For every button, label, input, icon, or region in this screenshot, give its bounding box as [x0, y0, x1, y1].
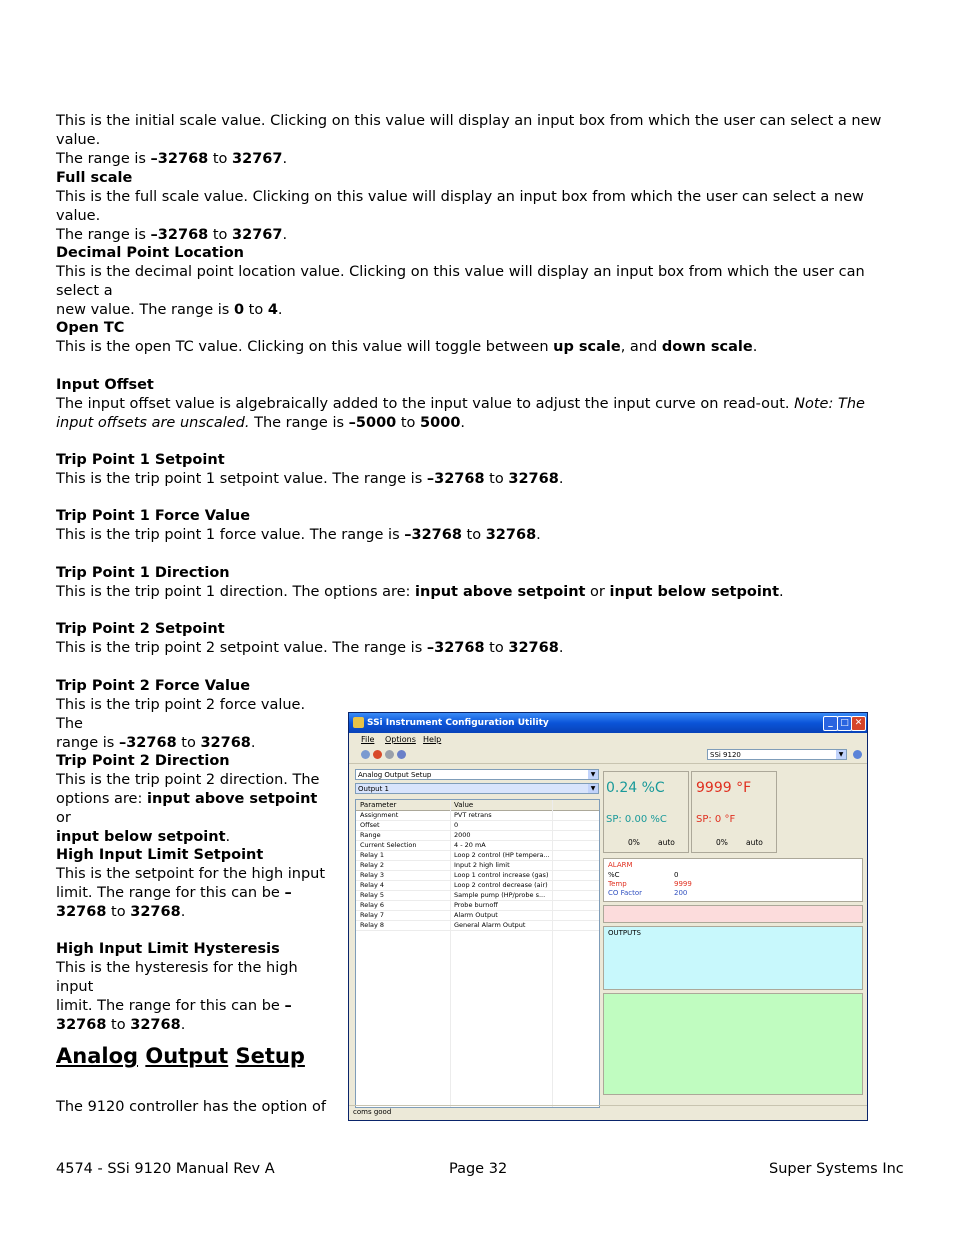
- text: This is the trip point 1 setpoint value. The range is: [56, 471, 427, 487]
- parameter-grid: [355, 799, 600, 1108]
- heading-word: Setup: [235, 1044, 305, 1068]
- range-max: 32767: [232, 227, 283, 243]
- option: down scale: [661, 339, 753, 355]
- text: limit. The range for this can be: [56, 885, 285, 901]
- info-value: 200: [674, 889, 688, 897]
- text: .: [779, 584, 784, 600]
- option: input below setpoint: [56, 829, 226, 845]
- status-text: coms good: [353, 1108, 392, 1116]
- section-heading: Trip Point 1 Setpoint: [56, 452, 225, 468]
- section-heading: Input Offset: [56, 377, 154, 393]
- decimal-point-section: [56, 244, 896, 320]
- menu-help[interactable]: Help: [423, 735, 442, 744]
- text: .: [460, 415, 466, 431]
- text: range is: [56, 735, 119, 751]
- text: , and: [620, 339, 662, 355]
- info-panel: [603, 858, 863, 902]
- range-min: –32768: [426, 640, 485, 656]
- info-label: Temp: [608, 880, 627, 888]
- range-max: 32768: [130, 1017, 181, 1033]
- status-display-panel: [603, 993, 863, 1095]
- text: to: [106, 904, 131, 920]
- outputs-panel: [603, 926, 863, 990]
- connect-icon[interactable]: [361, 750, 370, 759]
- footer-company: Super Systems Inc: [769, 1161, 904, 1177]
- gear-icon[interactable]: [397, 750, 406, 759]
- loop2-panel: [691, 771, 777, 853]
- text: or: [585, 584, 610, 600]
- table-row[interactable]: [356, 920, 599, 931]
- text: .: [536, 527, 541, 543]
- footer-page-number: Page 32: [449, 1161, 508, 1177]
- text: to: [484, 471, 509, 487]
- text: This is the trip point 1 force value. The range is: [56, 527, 405, 543]
- section-heading: High Input Limit Hysteresis: [56, 941, 280, 957]
- loop1-setpoint[interactable]: SP: 0.00 %C: [606, 814, 667, 825]
- close-icon[interactable]: ✕: [851, 716, 866, 731]
- text: .: [250, 735, 256, 751]
- range-min: –5000: [348, 415, 397, 431]
- text-line: This is the setpoint for the high input: [56, 866, 326, 882]
- option: up scale: [553, 339, 621, 355]
- tp2-force-section: [56, 677, 336, 753]
- range-min-sign: –: [284, 998, 292, 1014]
- text: .: [558, 471, 564, 487]
- menu-options[interactable]: Options: [385, 735, 416, 744]
- parameter-value[interactable]: 2000: [454, 831, 471, 839]
- tp2-direction-section: [56, 752, 336, 847]
- range-max: 32768: [130, 904, 181, 920]
- range-min: 32768: [56, 904, 107, 920]
- section-heading: Trip Point 1 Direction: [56, 565, 230, 581]
- parameter-name: Current Selection: [360, 841, 417, 849]
- screen-select[interactable]: [355, 769, 599, 780]
- section-heading: Trip Point 2 Setpoint: [56, 621, 225, 637]
- section-heading: Trip Point 2 Force Value: [56, 678, 251, 694]
- text: .: [225, 829, 231, 845]
- full-scale-section: [56, 169, 896, 245]
- instrument-select[interactable]: [707, 749, 847, 760]
- range-min: –32768: [426, 471, 485, 487]
- loop2-setpoint[interactable]: SP: 0 °F: [696, 814, 736, 825]
- alarm-label: ALARM: [608, 861, 633, 869]
- parameter-name: Relay 7: [360, 911, 385, 919]
- parameter-name: Relay 8: [360, 921, 385, 929]
- footer-doc-id: 4574 - SSi 9120 Manual Rev A: [56, 1161, 275, 1177]
- chevron-down-icon: ▼: [588, 784, 598, 793]
- open-tc-section: [56, 319, 896, 357]
- range-max: 32768: [485, 527, 537, 543]
- window-title: SSi Instrument Configuration Utility: [367, 718, 549, 728]
- parameter-value[interactable]: PVT retrans: [454, 811, 492, 819]
- parameter-name: Relay 5: [360, 891, 385, 899]
- chevron-down-icon: ▼: [836, 750, 846, 759]
- range-min: 32768: [56, 1017, 107, 1033]
- text: This is the open TC value. Clicking on this value will toggle between: [56, 339, 554, 355]
- loop2-output: 0%: [716, 838, 728, 847]
- text: options are:: [56, 791, 147, 807]
- option: input below setpoint: [609, 584, 780, 600]
- range-max: 32767: [232, 151, 283, 167]
- app-window: [348, 712, 868, 1121]
- parameter-value[interactable]: 4 - 20 mA: [454, 841, 486, 849]
- text: .: [558, 640, 564, 656]
- info-label: %C: [608, 871, 620, 879]
- column-header-parameter[interactable]: Parameter: [360, 801, 397, 809]
- tp1-setpoint-section: [56, 451, 896, 489]
- text: limit. The range for this can be: [56, 998, 285, 1014]
- text: to: [106, 1017, 131, 1033]
- info-value: 9999: [674, 880, 692, 888]
- outputs-label: OUTPUTS: [608, 929, 641, 937]
- range-min: –32768: [150, 227, 209, 243]
- parameter-value[interactable]: Loop 1 control increase (gas): [454, 871, 549, 879]
- parameter-name: Relay 3: [360, 871, 385, 879]
- text: .: [180, 904, 186, 920]
- parameter-value[interactable]: Alarm Output: [454, 911, 498, 919]
- text: This is the trip point 1 direction. The options are:: [56, 584, 416, 600]
- range-min-sign: –: [284, 885, 292, 901]
- text: to: [484, 640, 509, 656]
- text: to: [176, 735, 201, 751]
- parameter-name: Relay 2: [360, 861, 385, 869]
- range-min: 0: [233, 302, 245, 318]
- text: .: [282, 227, 288, 243]
- loop1-process-value: 0.24 %C: [606, 780, 665, 796]
- status-bar: [349, 1105, 867, 1120]
- section-heading: Trip Point 1 Force Value: [56, 508, 251, 524]
- section-heading: Full scale: [56, 170, 133, 186]
- text: The input offset value is algebraically added to the input value to adjust the input curve on read-out.: [56, 396, 795, 412]
- tp1-direction-section: [56, 564, 896, 602]
- text: new value. The range is: [56, 302, 234, 318]
- text: to: [244, 302, 268, 318]
- text: .: [180, 1017, 186, 1033]
- section-heading: Decimal Point Location: [56, 245, 244, 261]
- loop1-panel: [603, 771, 689, 853]
- menu-file[interactable]: File: [361, 735, 375, 744]
- text: to: [396, 415, 421, 431]
- parameter-value[interactable]: Input 2 high limit: [454, 861, 510, 869]
- menu-bar: [349, 733, 867, 747]
- initial-scale-description: [56, 112, 896, 169]
- text: The range is: [249, 415, 349, 431]
- text: to: [461, 527, 486, 543]
- range-max: 4: [267, 302, 278, 318]
- option: input above setpoint: [415, 584, 586, 600]
- range-max: 32768: [508, 471, 559, 487]
- settings-icon[interactable]: [385, 750, 394, 759]
- title-bar: [349, 713, 867, 733]
- help-icon[interactable]: [853, 750, 862, 759]
- app-icon: [353, 717, 364, 728]
- text: to: [208, 227, 233, 243]
- input-offset-section: [56, 376, 896, 433]
- parameter-value[interactable]: General Alarm Output: [454, 921, 526, 929]
- parameter-value[interactable]: Sample pump (HP/probe s...: [454, 891, 546, 899]
- instrument-name: SSi 9120: [710, 751, 741, 759]
- text: The range is: [56, 151, 151, 167]
- minimize-icon[interactable]: _: [823, 716, 838, 731]
- parameter-name: Range: [360, 831, 381, 839]
- loop2-mode[interactable]: auto: [746, 838, 763, 847]
- info-label: CO Factor: [608, 889, 643, 897]
- maximize-icon[interactable]: □: [837, 716, 852, 731]
- section-heading-analog-output-setup: [56, 1044, 305, 1068]
- loop2-process-value: 9999 °F: [696, 780, 752, 796]
- text-line: This is the full scale value. Clicking on this value will display an input box from which the user can select a new value.: [56, 189, 864, 224]
- output-select-value: Output 1: [358, 785, 389, 793]
- text-line: This is the hysteresis for the high input: [56, 960, 298, 995]
- parameter-value[interactable]: Loop 2 control (HP tempera...: [454, 851, 550, 859]
- text: .: [282, 151, 288, 167]
- alarm-strip: [603, 905, 863, 923]
- text-line: This is the decimal point location value. Clicking on this value will display an input box from which the user can select a: [56, 264, 865, 299]
- text: The range is: [56, 227, 151, 243]
- tp2-setpoint-section: [56, 620, 896, 658]
- parameter-value[interactable]: Loop 2 control decrease (air): [454, 881, 548, 889]
- text-line: This is the trip point 2 force value. The: [56, 697, 306, 732]
- parameter-name: Relay 6: [360, 901, 385, 909]
- text: .: [277, 302, 283, 318]
- text-line: This is the initial scale value. Clicking on this value will display an input box from which the user can select a new value.: [56, 113, 882, 148]
- toolbar: [349, 747, 867, 764]
- parameter-name: Assignment: [360, 811, 399, 819]
- option: input above setpoint: [146, 791, 318, 807]
- section-heading: High Input Limit Setpoint: [56, 847, 264, 863]
- stop-icon[interactable]: [373, 750, 382, 759]
- loop1-output: 0%: [628, 838, 640, 847]
- text: to: [208, 151, 233, 167]
- range-max: 5000: [420, 415, 461, 431]
- info-value: 0: [674, 871, 679, 879]
- range-max: 32768: [508, 640, 559, 656]
- heading-word: Analog: [56, 1044, 139, 1068]
- text: This is the trip point 2 setpoint value. The range is: [56, 640, 427, 656]
- tp1-force-section: [56, 507, 896, 545]
- loop1-mode[interactable]: auto: [658, 838, 675, 847]
- column-header-value[interactable]: Value: [454, 801, 474, 809]
- screen-select-value: Analog Output Setup: [358, 771, 432, 779]
- closing-paragraph: The 9120 controller has the option of: [56, 1099, 326, 1115]
- high-limit-setpoint-section: [56, 846, 336, 922]
- heading-word: Output: [145, 1044, 229, 1068]
- parameter-name: Relay 1: [360, 851, 385, 859]
- chevron-down-icon: ▼: [588, 770, 598, 779]
- text-line: This is the trip point 2 direction. The: [56, 772, 320, 788]
- range-min: –32768: [118, 735, 177, 751]
- parameter-name: Offset: [360, 821, 380, 829]
- range-min: –32768: [404, 527, 462, 543]
- range-max: 32768: [200, 735, 251, 751]
- section-heading: Open TC: [56, 320, 125, 336]
- parameter-name: Relay 4: [360, 881, 385, 889]
- text: .: [752, 339, 758, 355]
- output-select[interactable]: [355, 783, 599, 794]
- high-limit-hysteresis-section: [56, 940, 336, 1035]
- section-heading: Trip Point 2 Direction: [56, 753, 230, 769]
- range-min: –32768: [150, 151, 209, 167]
- parameter-value[interactable]: Probe burnoff: [454, 901, 498, 909]
- note: Note: The input offsets are unscaled.: [56, 396, 865, 431]
- parameter-value[interactable]: 0: [454, 821, 459, 829]
- text: or: [56, 810, 71, 826]
